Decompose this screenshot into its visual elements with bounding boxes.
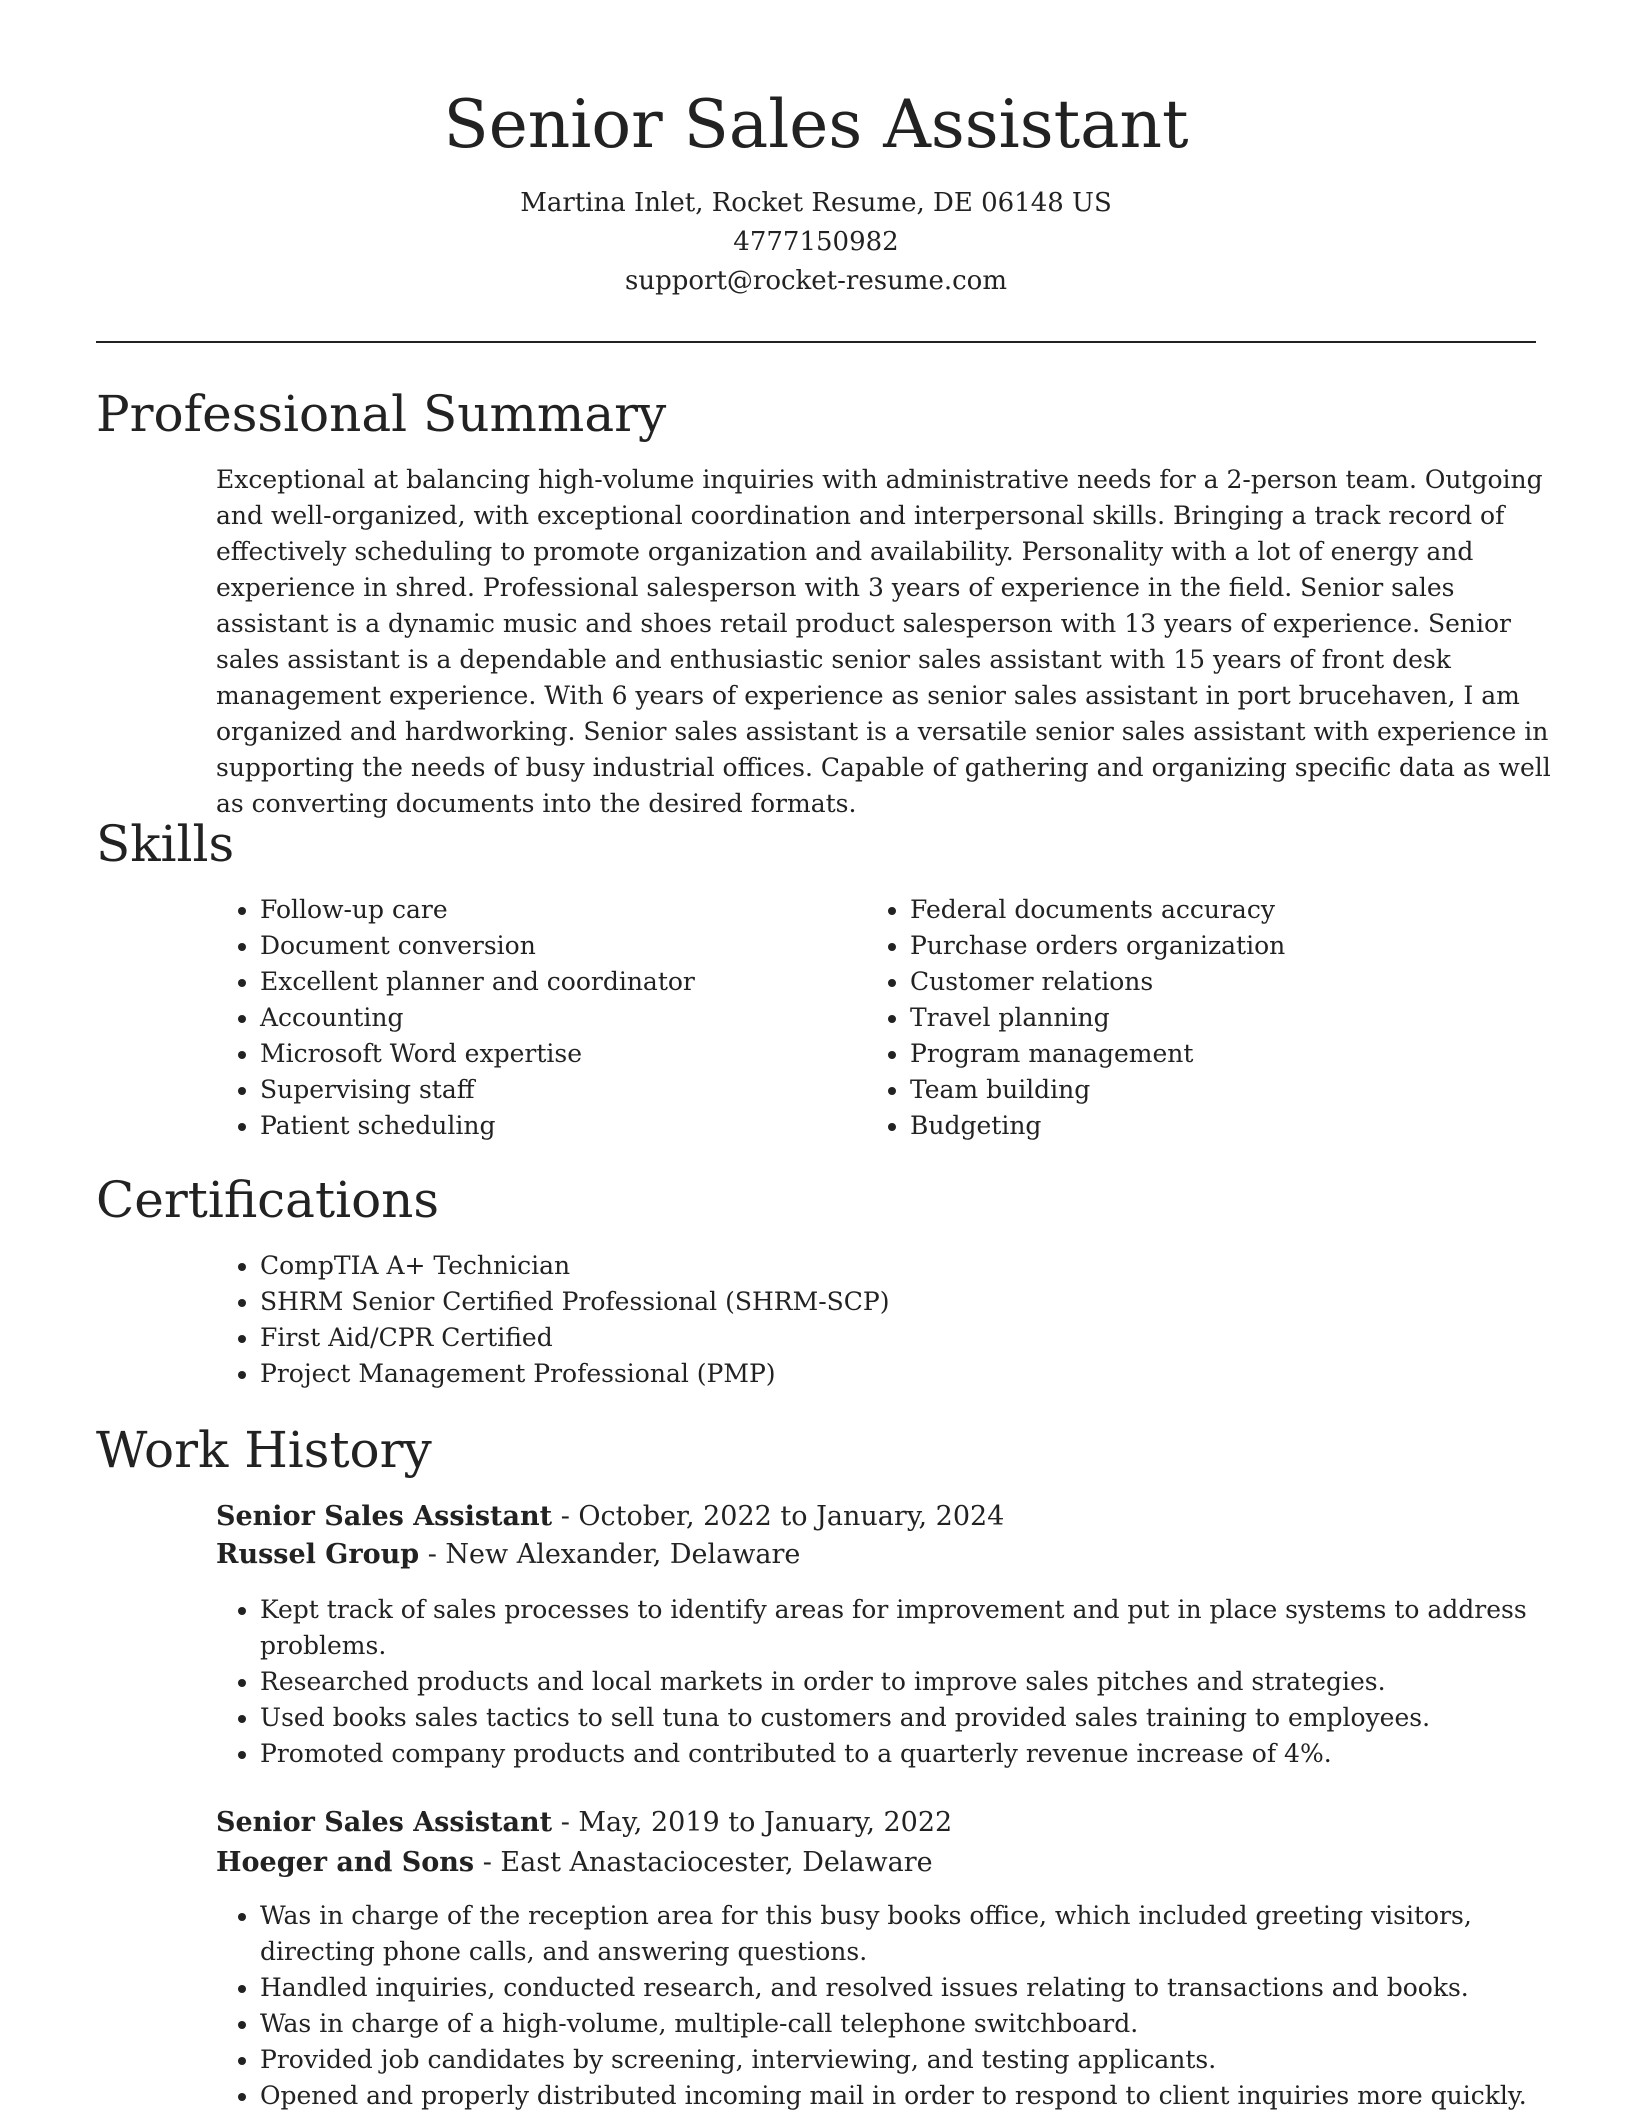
skills-list-right <box>866 892 1550 1144</box>
certification-item: • Project Management Professional (PMP) <box>260 1356 1560 1392</box>
job-bullet: • Handled inquiries, conducted research, and resolved issues relating to transactions and books. <box>260 1970 1540 2006</box>
skill-item: • Supervising staff <box>260 1072 860 1108</box>
job-title-line <box>216 1803 952 1843</box>
summary-text: Exceptional at balancing high-volume inquiries with administrative needs for a 2-person team. Outgoing and well-organized, with exceptional coordination and interpersonal skills. Bringing a track record of effectively scheduling to promote organization and availability. Personality with a lot of energy and experience in shred. Professional salesperson with 3 years of experience in the field. Senior sales assistant is a dynamic music and shoes retail product salesperson with 13 years of experience. Senior sales assistant is a dependable and enthusiastic senior sales assistant with 15 years of front desk management experience. With 6 years of experience as senior sales assistant in port brucehaven, I am organized and hardworking. Senior sales assistant is a versatile senior sales assistant with experience in supporting the needs of busy industrial offices. Capable of gathering and organizing specific data as well as converting documents into the desired formats. <box>216 465 1551 818</box>
job-role: Senior Sales Assistant <box>216 1807 553 1838</box>
skill-item: • Follow-up care <box>260 892 860 928</box>
job-role: Senior Sales Assistant <box>216 1501 553 1532</box>
certification-item: • First Aid/CPR Certified <box>260 1320 1560 1356</box>
skill-item: • Purchase orders organization <box>910 928 1550 964</box>
skill-item: • Microsoft Word expertise <box>260 1036 860 1072</box>
email: support@rocket-resume.com <box>624 266 1007 296</box>
certifications-heading: Certifications <box>96 1171 440 1229</box>
work-history-heading: Work History <box>96 1421 432 1479</box>
skill-item: • Program management <box>910 1036 1550 1072</box>
skill-item: • Budgeting <box>910 1108 1550 1144</box>
header-divider <box>96 341 1536 343</box>
certification-item: • SHRM Senior Certified Professional (SHRM-SCP) <box>260 1284 1560 1320</box>
job-bullets <box>216 1898 1540 2114</box>
certifications-list <box>216 1248 1560 1392</box>
job-bullet: • Promoted company products and contributed to a quarterly revenue increase of 4%. <box>260 1736 1540 1772</box>
summary-heading: Professional Summary <box>96 385 667 443</box>
job-company: Russel Group <box>216 1539 420 1570</box>
job-company-line <box>216 1535 800 1575</box>
skill-item: • Travel planning <box>910 1000 1550 1036</box>
job-bullet: • Was in charge of a high-volume, multiple-call telephone switchboard. <box>260 2006 1540 2042</box>
job-location: - New Alexander, Delaware <box>419 1539 801 1570</box>
skills-list-left <box>216 892 860 1144</box>
skill-item: • Excellent planner and coordinator <box>260 964 860 1000</box>
job-dates: - May, 2019 to January, 2022 <box>552 1807 953 1838</box>
job-bullet: • Researched products and local markets in order to improve sales pitches and strategies. <box>260 1664 1540 1700</box>
contact-info <box>0 184 1632 301</box>
skill-item: • Document conversion <box>260 928 860 964</box>
certification-item: • CompTIA A+ Technician <box>260 1248 1560 1284</box>
job-title-line <box>216 1497 1004 1537</box>
skills-heading: Skills <box>96 815 235 873</box>
job-bullet: • Kept track of sales processes to identify areas for improvement and put in place systems to address problems. <box>260 1592 1540 1664</box>
job-location: - East Anastaciocester, Delaware <box>474 1847 933 1878</box>
job-company: Hoeger and Sons <box>216 1847 475 1878</box>
skill-item: • Customer relations <box>910 964 1550 1000</box>
skill-item: • Accounting <box>260 1000 860 1036</box>
skill-item: • Federal documents accuracy <box>910 892 1550 928</box>
job-bullet: • Opened and properly distributed incoming mail in order to respond to client inquiries more quickly. <box>260 2078 1540 2114</box>
job-bullet: • Used books sales tactics to sell tuna to customers and provided sales training to employees. <box>260 1700 1540 1736</box>
address: Martina Inlet, Rocket Resume, DE 06148 US <box>520 188 1112 218</box>
job-company-line <box>216 1843 933 1883</box>
skill-item: • Team building <box>910 1072 1550 1108</box>
phone: 4777150982 <box>733 227 899 257</box>
job-dates: - October, 2022 to January, 2024 <box>552 1501 1005 1532</box>
job-bullet: • Provided job candidates by screening, interviewing, and testing applicants. <box>260 2042 1540 2078</box>
resume-header <box>0 80 1632 301</box>
job-bullet: • Was in charge of the reception area for this busy books office, which included greeting visitors, directing phone calls, and answering questions. <box>260 1898 1540 1970</box>
skill-item: • Patient scheduling <box>260 1108 860 1144</box>
candidate-name: Senior Sales Assistant <box>443 86 1189 163</box>
job-bullets <box>216 1592 1540 1772</box>
